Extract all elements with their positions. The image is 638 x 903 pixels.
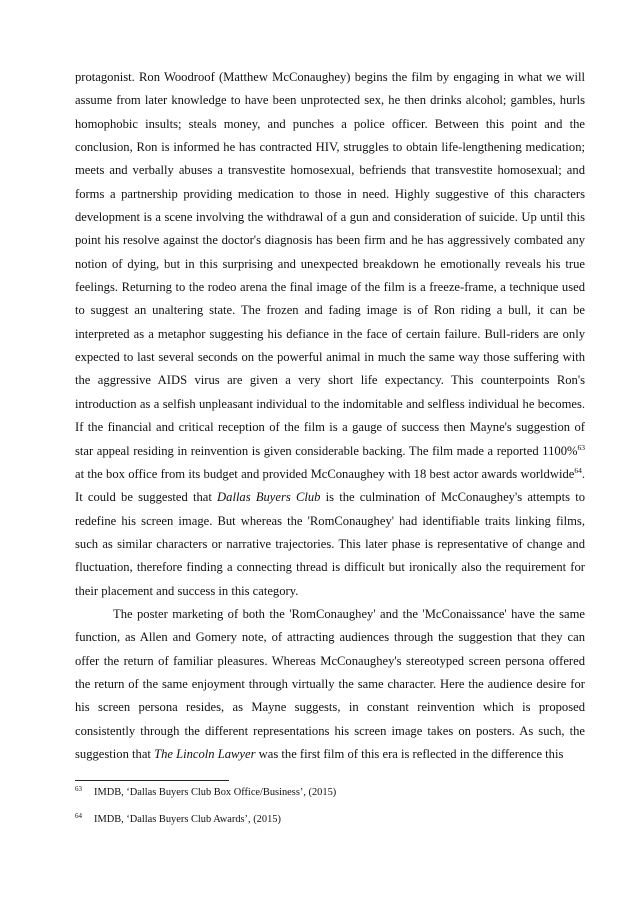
- footnote: 64 IMDB, ‘Dallas Buyers Club Awards’, (2015): [75, 812, 281, 825]
- footnote-separator: [75, 780, 229, 781]
- footnote-text: IMDB, ‘Dallas Buyers Club Awards’, (2015): [94, 814, 281, 825]
- text-run: . It could be suggested that: [75, 466, 585, 505]
- film-title: Dallas Buyers Club: [217, 490, 321, 505]
- footnote-text: IMDB, ‘Dallas Buyers Club Box Office/Business’, (2015): [94, 787, 337, 798]
- paragraph: [75, 603, 585, 766]
- film-title: The Lincoln Lawyer: [154, 746, 256, 761]
- paragraph: [75, 66, 585, 603]
- text-run: is the culmination of McConaughey's attempts to redefine his screen image. But whereas the 'RomConaughey' had identifiable traits linking films, such as similar characters or narrative trajectories. This later phase is representative of change and fluctuation, therefore finding a connecting thread is difficult but ironically also the requirement for their placement and success in this category.: [75, 490, 585, 598]
- text-run: The poster marketing of both the 'RomConaughey' and the 'McConaissance' have the same function, as Allen and Gomery note, of attracting audiences through the suggestion that they can offer the return of familiar pleasures. Whereas McConaughey's stereotyped screen persona offered the return of the same enjoyment through virtually the same character. Here the audience desire for his screen persona resides, as Mayne suggests, in constant reinvention which is proposed consistently through the different representations his screen image takes on posters. As such, the suggestion that: [75, 606, 585, 761]
- footnote-reference: 64: [574, 465, 582, 475]
- body-text: [75, 66, 585, 766]
- text-run: protagonist. Ron Woodroof (Matthew McConaughey) begins the film by engaging in what we will assume from later knowledge to have been unprotected sex, he then drinks alcohol; gambles, hurls homophobic insults; steals money, and punches a police officer. Between this point and the conclusion, Ron is informed he has contracted HIV, struggles to obtain life-lengthening medication; meets and verbally abuses a transvestite homosexual, befriends that transvestite homosexual; and forms a partnership providing medication to those in need. Highly suggestive of this characters development is a scene involving the withdrawal of a gun and consideration of suicide. Up until this point his resolve against the doctor's diagnosis has been firm and he has aggressively combated any notion of dying, but in this surprising and unexpected breakdown he emotionally reveals his true feelings. Returning to the rodeo arena the final image of the film is a freeze-frame, a technique used to suggest an unaltering state. The frozen and fading image is of Ron riding a bull, it can be interpreted as a metaphor suggesting his defiance in the face of certain failure. Bull-riders are only expected to last several seconds on the powerful animal in much the same way those suffering with the aggressive AIDS virus are given a very short life expectancy. This counterpoints Ron's introduction as a selfish unpleasant individual to the indomitable and selfless individual he becomes. If the financial and critical reception of the film is a gauge of success then Mayne's suggestion of star appeal residing in reinvention is given considerable backing. The film made a reported 1100%: [75, 70, 585, 458]
- footnote: 63 IMDB, ‘Dallas Buyers Club Box Office/Business’, (2015): [75, 785, 337, 798]
- footnote-reference: 63: [577, 442, 585, 452]
- text-run: was the first film of this era is reflected in the difference this: [255, 746, 564, 761]
- text-run: at the box office from its budget and provided McConaughey with 18 best actor awards worldwide: [75, 466, 575, 481]
